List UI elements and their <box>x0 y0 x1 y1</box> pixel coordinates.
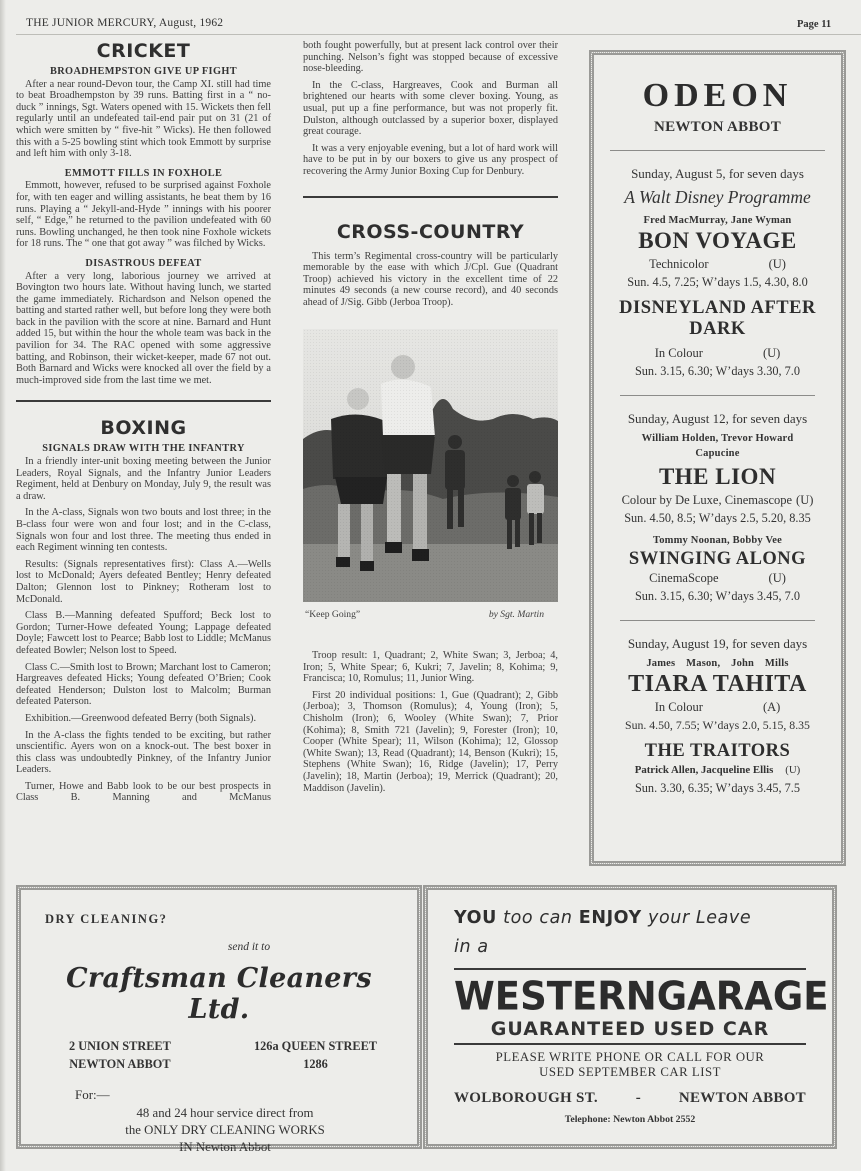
film-process: In Colour <box>654 700 703 714</box>
film-times: Sun. 3.30, 6.35; W’days 3.45, 7.5 <box>634 781 801 795</box>
boxing-paragraph: Exhibition.—Greenwood defeated Berry (both Signals). <box>25 712 257 724</box>
film-times: Sun. 3.15, 6.30; W’days 3.45, 7.0 <box>634 589 801 603</box>
film-rating: (U) <box>768 257 786 271</box>
boxing-title: BOXING <box>100 417 187 440</box>
address-line: NEWTON ABBOT <box>69 1057 171 1071</box>
please-line: PLEASE WRITE PHONE OR CALL FOR OUR <box>495 1050 765 1064</box>
individual-positions: First 20 individual positions: 1, Gue (Quadrant); 2, Gibb (Jerboa); 3, Thomson (Romulus); 4, Young (Iron); 5, Chisholm (Iron); 6, Wooley (White Swan); 7, Prior (Kohima); 8, Smith 721 (Javelin); 9, Forester (Iron); 10, Cooper (White Spear); 11, Wilson (Kohima); 12, Glossop (White Swan); 13, Read (Quadrant); 14, Benson (Kukri); 15, Stephens (White Swan); 16, Ridge (Javelin); 17, Perry (Javelin); 18, Martin (Jerboa); 19, Merrick (Quadrant); 20, Maddison (Javelin). <box>303 689 558 794</box>
for-label: For:— <box>75 1087 110 1102</box>
film-stars: James Mason, John Mills <box>646 658 789 669</box>
film-process-row <box>604 257 831 272</box>
middle-column <box>303 40 558 799</box>
film-title: DISNEYLAND AFTER DARK <box>619 298 816 339</box>
garage-street: WOLBOROUGH ST. <box>454 1090 598 1106</box>
address-row <box>45 1037 393 1073</box>
cinema-town: NEWTON ABBOT <box>653 119 782 135</box>
film-title: SWINGING ALONG <box>628 549 807 569</box>
service-line: 48 and 24 hour service direct from <box>136 1106 314 1120</box>
garage-name <box>454 973 829 1020</box>
phone-number: 1286 <box>303 1057 328 1071</box>
enjoy-word: in a <box>454 937 489 957</box>
runners-photo <box>303 329 558 602</box>
running-head: THE JUNIOR MERCURY, August, 1962 <box>26 17 224 29</box>
week-date: Sunday, August 5, for seven days <box>631 166 804 181</box>
header-rule <box>16 34 861 35</box>
troop-result: Troop result: 1, Quadrant; 2, White Swan; 3, Jerboa; 4, Iron; 5, White Spear; 6, Kukri; 7, Javelin; 8, Kohima; 9, Francisca; 10, Romulus; 11, Junior Wing. <box>303 650 558 685</box>
cross-country-intro: This term’s Regimental cross-country will be particularly memorable by the ease with which J/Cpl. Gue (Quadrant Troop) achieved his victory in the excellent time of 22 minutes 49 seconds (a new course record), and 40 seconds ahead of J/Sig. Gibb (Jerboa Troop). <box>303 250 558 308</box>
cross-country-title: CROSS-COUNTRY <box>336 220 525 243</box>
cinema-name: ODEON <box>642 77 793 114</box>
boxing-subhead: SIGNALS DRAW WITH THE INFANTRY <box>42 443 245 455</box>
boxing-continued-paragraph: both fought powerfully, but at present lack control over their punching. Nelson’s fight was stopped because of excessive nose-bleeding. <box>303 40 558 75</box>
boxing-continued-paragraph: In the C-class, Hargreaves, Cook and Burman all brightened our hearts with some clever boxing. Young, as usual, put up a fine performance, but was not properly fit. Dulston, although outclassed by a superior boxer, displayed great courage. <box>303 79 558 138</box>
film-rating: (A) <box>762 700 781 714</box>
address-queen-street <box>254 1037 377 1073</box>
programme-title: A Walt Disney Programme <box>624 187 811 207</box>
photo-credit: by Sgt. Martin <box>488 608 544 620</box>
film-process-row <box>604 346 831 361</box>
cricket-subhead: DISASTROUS DEFEAT <box>85 257 202 269</box>
service-line: IN Newton Abbot <box>179 1140 271 1154</box>
page-number: Page 11 <box>797 19 832 30</box>
page-binding-edge <box>0 0 6 1171</box>
cricket-paragraph: Emmott, however, refused to be surprised against Foxhole for, with ten eager and willing assistants, he beat them by 16 runs. Playing a “ Jekyll-and-Hyde ” innings with his poorer self, “ Edge,” he returned to the pavilion undefeated with 60 runs. Bowling unchanged, he then took nine Foxhole wickets for 18 runs. The “ one that got away ” was filched by Wicks. <box>16 180 271 250</box>
garage-town: NEWTON ABBOT <box>678 1090 806 1106</box>
dry-cleaning-question: DRY CLEANING? <box>45 912 168 926</box>
address-line: 2 UNION STREET <box>69 1039 171 1053</box>
cricket-subhead: EMMOTT FILLS IN FOXHOLE <box>64 167 223 179</box>
cinema-divider <box>620 620 815 621</box>
film-process: Colour by De Luxe, Cinemascope <box>621 493 793 507</box>
cinema-divider <box>620 395 815 396</box>
film-rating: (U) <box>785 764 801 776</box>
film-stars-row <box>604 764 831 776</box>
film-title: BON VOYAGE <box>638 228 797 253</box>
film-process: CinemaScope <box>649 571 719 585</box>
film-process: In Colour <box>654 346 703 360</box>
photo-caption-row <box>305 609 544 621</box>
boxing-paragraph: In a friendly inter-unit boxing meeting between the Junior Leaders, Royal Signals, and the Infantry Junior Leaders Regiment, held at Denbury on Monday, July 9, the result was a draw. <box>16 456 271 502</box>
section-divider <box>16 400 271 403</box>
film-title: THE TRAITORS <box>644 741 791 761</box>
boxing-continued-paragraph: It was a very enjoyable evening, but a lot of hard work will have to be put in by our boxers to give us any prospect of recovering the Army Junior Boxing Cup for Denbury. <box>303 142 558 177</box>
address-line: 126a QUEEN STREET <box>254 1039 377 1053</box>
cricket-title: CRICKET <box>96 40 191 62</box>
film-rating: (U) <box>762 346 781 360</box>
cricket-paragraph: After a near round-Devon tour, the Camp XI. still had time to beat Broadhempston by 39 runs. Batting first in a “ no-duck ” innings, Sgt. Waters opened with 15. Wickets then fell regularly until an undefeated tail-end pair put on 31 (21 of which were smitten by “ five-hit ” Wicks). He then followed this with a 5-25 bowling stint which took Emmott by surprise and left him with only 3-18. <box>16 78 271 160</box>
film-times: Sun. 4.50, 7.55; W’days 2.0, 5.15, 8.35 <box>625 718 810 732</box>
please-line: USED SEPTEMBER CAR LIST <box>539 1065 721 1079</box>
film-stars: Patrick Allen, Jacqueline Ellis <box>634 764 774 776</box>
enjoy-headline <box>454 904 806 962</box>
film-process-row <box>604 493 831 508</box>
garage-name-word: WESTERN <box>454 973 657 1020</box>
enjoy-word: too can <box>503 908 573 928</box>
film-times: Sun. 3.15, 6.30; W’days 3.30, 7.0 <box>634 364 801 378</box>
boxing-paragraph: Class C.—Smith lost to Brown; Marchant lost to Cameron; Hargreaves defeated Hicks; Young defeated O’Brien; Cook defeated Henderson; Dulston lost to Malcolm; Burman defeated Paterson. <box>16 661 271 708</box>
craftsman-cleaners-advert <box>16 885 422 1154</box>
cricket-paragraph: After a very long, laborious journey we arrived at Bovington two hours late. Without having lunch, we started the game immediately. Richardson and Nelson opened the batting and started rather well, but before long they were both back in the pavilion with the score at nine. Barnard and Hunt added 15, but within the hour the whole team was back in the pavilion for 34. The RAC opened with some aggressive batting, and Robinson, their wicket-keeper, made 67 not out. Both Barnard and Wicks were knocked all over the field by a much-improved side from the last time we met. <box>16 270 271 386</box>
film-stars: William Holden, Trevor Howard <box>641 433 794 444</box>
film-process: Technicolor <box>649 257 709 271</box>
film-rating: (U) <box>796 493 814 507</box>
cricket-subhead: BROADHEMPSTON GIVE UP FIGHT <box>49 66 238 77</box>
garage-rule <box>454 1043 806 1045</box>
enjoy-word: your Leave <box>647 908 752 928</box>
boxing-paragraph: Turner, Howe and Babb look to be our best prospects in Class B. Manning and McManus <box>16 780 271 804</box>
garage-rule <box>454 968 806 970</box>
service-line: the ONLY DRY CLEANING WORKS <box>125 1123 325 1137</box>
film-title: TIARA TAHITA <box>628 671 807 697</box>
film-stars-2: Capucine <box>695 448 740 459</box>
film-stars: Fred MacMurray, Jane Wyman <box>643 215 792 226</box>
company-name: Craftsman Cleaners Ltd. <box>66 963 372 1025</box>
boxing-paragraph: Class B.—Manning defeated Spufford; Beck lost to Gordon; Turner-Howe defeated Young; Lappage defeated Doyle; Fawcett lost to Pearce; Babb lost to Liddle; McManus defeated Bowler; Nelson lost to Speed. <box>16 610 271 656</box>
section-divider <box>303 196 558 199</box>
runners-photo-illustration <box>303 329 558 602</box>
film-rating: (U) <box>768 571 786 585</box>
boxing-paragraph: In the A-class, Signals won two bouts and lost three; in the B-class four were won and four lost; and in the C-class, Signals won four and lost three. The meeting thus ended in each Regiment winning ten contests. <box>16 507 271 554</box>
cinema-divider <box>610 150 825 151</box>
film-times: Sun. 4.50, 8.5; W’days 2.5, 5.20, 8.35 <box>624 511 811 525</box>
boxing-paragraph: In the A-class the fights tended to be exciting, but rather unscientific. Ayers won on a knock-out. The best boxer in this class was undoubtedly Pinkney, of the Infantry Junior Leaders. <box>16 729 271 776</box>
enjoy-word: YOU <box>454 908 497 928</box>
western-garage-advert <box>423 885 837 1149</box>
photo-caption: “Keep Going” <box>305 608 361 620</box>
garage-name-word: GARAGE <box>656 973 829 1020</box>
film-title: THE LION <box>658 464 777 489</box>
boxing-paragraph: Results: (Signals representatives first): Class A.—Wells lost to McDonald; Ayers defeated Bentley; Henry defeated Dalton; Glennon lost to Pinkney; Rotheram lost to McDonald. <box>16 558 271 605</box>
week-date: Sunday, August 19, for seven days <box>627 636 808 651</box>
enjoy-word: ENJOY <box>578 908 642 928</box>
film-stars: Tommy Noonan, Bobby Vee <box>652 535 783 546</box>
garage-dash: - <box>635 1090 642 1106</box>
send-it-to: send it to <box>227 941 271 953</box>
film-process-row <box>604 571 831 586</box>
week-date: Sunday, August 12, for seven days <box>627 411 808 426</box>
left-column <box>16 40 271 809</box>
garage-telephone: Telephone: Newton Abbot 2552 <box>564 1114 696 1125</box>
service-description <box>57 1105 393 1156</box>
film-times: Sun. 4.5, 7.25; W’days 1.5, 4.30, 8.0 <box>627 275 808 289</box>
garage-address <box>454 1090 806 1107</box>
odeon-advert <box>589 50 846 866</box>
address-union-street <box>69 1037 171 1073</box>
film-process-row <box>604 700 831 715</box>
garage-tagline: GUARANTEED USED CAR <box>490 1018 770 1040</box>
